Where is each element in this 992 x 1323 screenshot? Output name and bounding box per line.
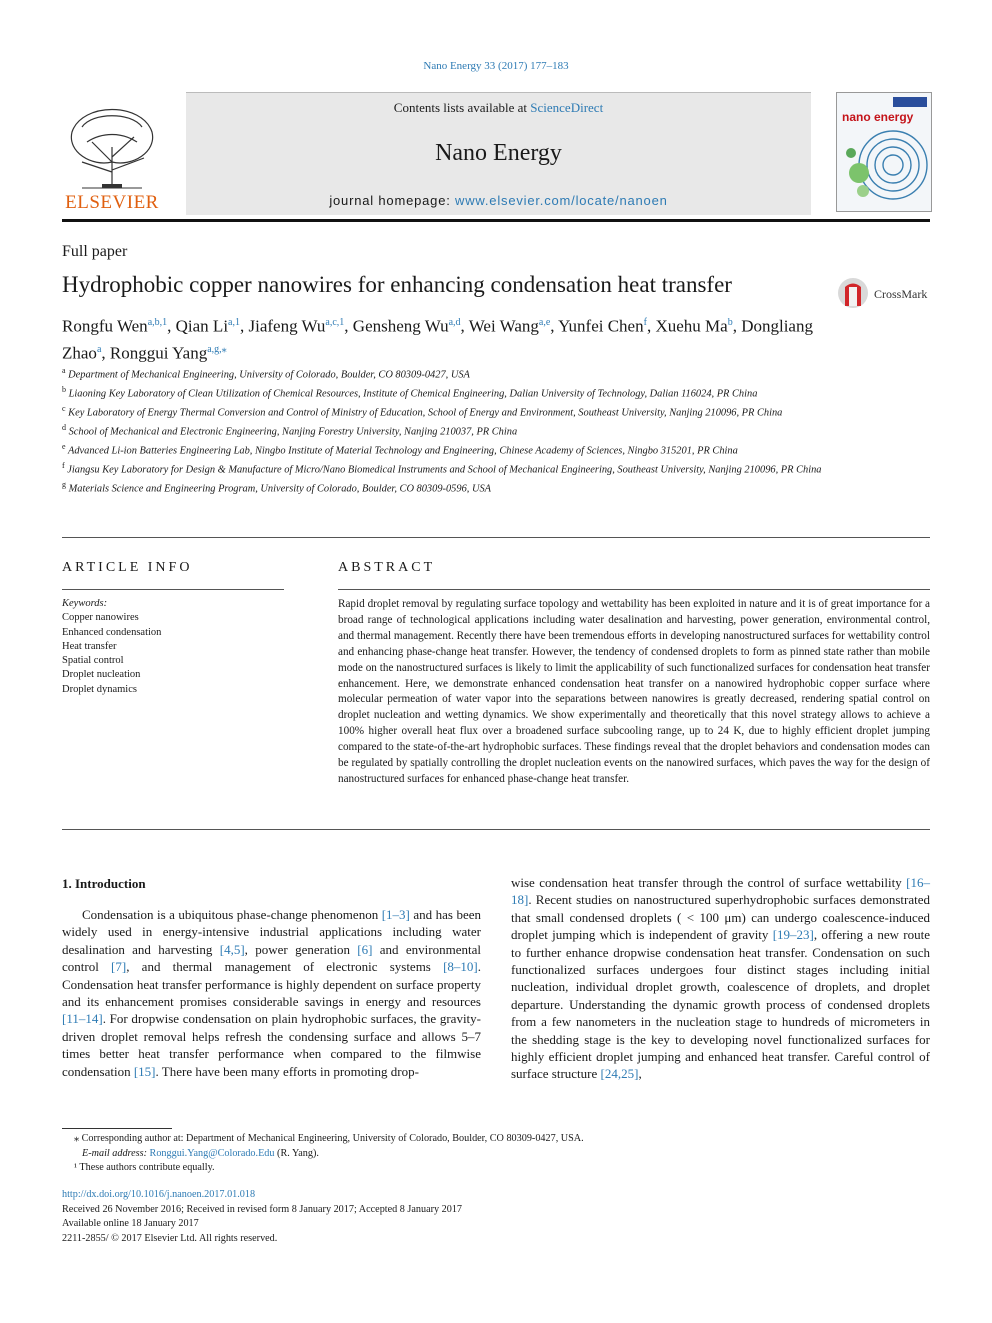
author[interactable]: Jiafeng Wu xyxy=(248,316,326,336)
journal-citation[interactable]: Nano Energy 33 (2017) 177–183 xyxy=(423,60,569,72)
author-affiliation-mark[interactable]: f xyxy=(643,317,647,328)
author[interactable]: Gensheng Wu xyxy=(352,316,449,336)
citation-link[interactable]: [4,5] xyxy=(219,941,245,957)
body-text: , offering a new route to further enhance dropwise condensation heat transfer. Condensation on such functionalized surfaces undergoes four distinct stages including initial nucleation, individual droplet growth, coalescence of droplets, and droplet departure. Understanding the dynamic growth process of condensed droplets from a few nanometers in the nucleation stage to hundreds of micrometers in the shedding stage is the key to developing novel functionalized surfaces for highly efficient droplet jumping and enhanced heat transfer. Careful control of surface structure xyxy=(511,927,930,1082)
author-list: Rongfu Wen$^{a,b,1}$, Qian Li$^{a,1}$, Jiafeng Wu$^{a,c,1}$, Gensheng Wu$^{a,d}$, Wei Wang$^{a,e}$, Yunfei Chen$^f$, Xuehu Ma$^b$, Dongliang Zhao$^a$, Ronggui Yang$^{a,g,⁎}$ xyxy=(62,316,813,363)
homepage-line xyxy=(186,193,811,208)
keyword: Copper nanowires xyxy=(62,612,139,624)
author-affiliation-mark[interactable]: a,b,1 xyxy=(147,317,168,328)
affiliation xyxy=(62,383,822,402)
author[interactable]: Rongfu Wen xyxy=(62,316,148,336)
author[interactable]: Yunfei Chen xyxy=(558,316,644,336)
email-label: E-mail address: xyxy=(82,1147,150,1159)
received-dates: Received 26 November 2016; Received in revised form 8 January 2017; Accepted 8 January 2017 xyxy=(62,1203,463,1215)
crossmark-badge[interactable] xyxy=(836,276,932,310)
journal-homepage-link[interactable]: www.elsevier.com/locate/nanoen xyxy=(455,193,668,208)
divider xyxy=(338,589,930,590)
affiliation xyxy=(62,402,822,421)
author-affiliation-mark[interactable]: a,g,⁎ xyxy=(207,343,227,355)
divider xyxy=(62,829,930,830)
citation-link[interactable]: [19–23] xyxy=(772,927,814,943)
author[interactable]: Wei Wang xyxy=(468,316,539,336)
affiliation-text: Materials Science and Engineering Program, University of Colorado, Boulder, CO 80309-0596, USA xyxy=(66,483,492,495)
contents-line xyxy=(186,100,811,116)
keywords-block xyxy=(62,597,284,697)
author-affiliation-mark[interactable]: b xyxy=(727,317,733,328)
email-note xyxy=(62,1147,930,1162)
copyright: 2211-2855/ © 2017 Elsevier Ltd. All rights reserved. xyxy=(62,1232,278,1244)
contents-prefix: Contents lists available at xyxy=(393,100,531,115)
cover-title: nano energy xyxy=(842,110,914,124)
affiliation xyxy=(62,440,822,459)
body-text: wise condensation heat transfer through the control of surface wettability xyxy=(511,875,907,890)
affiliation-text: Department of Mechanical Engineering, University of Colorado, Boulder, CO 80309-0427, USA xyxy=(65,369,470,381)
affiliation-mark: g xyxy=(62,479,66,489)
affiliation-list xyxy=(62,364,822,497)
author-affiliation-mark[interactable]: a,d xyxy=(448,317,461,328)
citation-link[interactable]: [24,25] xyxy=(600,1066,639,1082)
keyword: Heat transfer xyxy=(62,640,117,652)
divider xyxy=(62,537,930,538)
author-affiliation-mark[interactable]: a,1 xyxy=(228,317,240,328)
section-heading-introduction: 1. Introduction xyxy=(62,876,146,891)
crossmark-label: CrossMark xyxy=(874,287,928,301)
abstract-heading: ABSTRACT xyxy=(338,560,436,575)
author-affiliation-mark[interactable]: a,e xyxy=(538,317,551,328)
body-text: . For dropwise condensation on plain hydrophobic surfaces, the gravity-driven droplet removal helps refresh the condensing surface and allows 5–7 times better heat transfer performance when compared to the filmwise condensation xyxy=(62,1011,481,1079)
email-link[interactable]: Ronggui.Yang@Colorado.Edu xyxy=(149,1147,275,1159)
affiliation-mark: e xyxy=(62,441,66,451)
affiliation-text: Liaoning Key Laboratory of Clean Utilization of Chemical Resources, Institute of Chemical Engineering, Dalian University of Technology, Dalian 116024, PR China xyxy=(66,388,758,400)
citation-link[interactable]: [11–14] xyxy=(62,1011,103,1027)
affiliation-mark: b xyxy=(62,384,66,394)
citation-link[interactable]: [15] xyxy=(133,1063,156,1079)
corresponding-author-note: ⁎ Corresponding author at: Department of Mechanical Engineering, University of Colorado, Boulder, CO 80309-0427, USA. xyxy=(74,1133,584,1144)
body-text: . There have been many efforts in promoting drop- xyxy=(155,1063,419,1079)
author-affiliation-mark[interactable]: a,c,1 xyxy=(325,317,345,328)
intro-column-left xyxy=(62,906,481,1080)
citation-link[interactable]: [8–10] xyxy=(443,959,478,975)
available-date: Available online 18 January 2017 xyxy=(62,1218,199,1229)
citation-link[interactable]: [6] xyxy=(357,941,373,957)
journal-cover-image xyxy=(836,92,932,212)
affiliation xyxy=(62,478,822,497)
affiliation xyxy=(62,364,822,383)
body-text: , and thermal management of electronic systems xyxy=(126,959,444,975)
article-info-heading: ARTICLE INFO xyxy=(62,560,193,575)
footnote-rule xyxy=(62,1128,172,1129)
keyword: Spatial control xyxy=(62,655,124,667)
affiliation xyxy=(62,459,822,478)
elsevier-wordmark: ELSEVIER xyxy=(65,192,159,213)
affiliation-mark: a xyxy=(62,366,66,375)
author[interactable]: Ronggui Yang xyxy=(109,343,208,363)
body-text: Condensation is a ubiquitous phase-change phenomenon xyxy=(82,907,382,922)
publication-info xyxy=(62,1188,930,1246)
affiliation xyxy=(62,421,822,440)
divider xyxy=(62,589,284,590)
paper-title: Hydrophobic copper nanowires for enhancing condensation heat transfer xyxy=(62,272,732,297)
author-affiliation-mark[interactable]: a xyxy=(96,343,102,355)
sciencedirect-link[interactable]: ScienceDirect xyxy=(530,100,604,115)
footnotes xyxy=(62,1132,930,1176)
keyword: Droplet nucleation xyxy=(62,669,141,681)
body-text: . Condensation heat transfer performance is highly dependent on surface property and its enhancement promises considerable savings in energy and resources xyxy=(62,959,482,1010)
doi-link[interactable]: http://dx.doi.org/10.1016/j.nanoen.2017.01.018 xyxy=(62,1189,256,1200)
author[interactable]: Qian Li xyxy=(175,316,229,336)
journal-name: Nano Energy xyxy=(435,140,562,166)
keyword: Enhanced condensation xyxy=(62,626,162,638)
intro-column-right xyxy=(511,874,930,1083)
affiliation-text: Jiangsu Key Laboratory for Design & Manufacture of Micro/Nano Biomedical Instruments and School of Mechanical Engineering, Southeast University, Nanjing 210096, PR China xyxy=(64,464,822,476)
affiliation-text: School of Mechanical and Electronic Engineering, Nanjing Forestry University, Nanjing 210037, PR China xyxy=(66,426,518,438)
citation-link[interactable]: [7] xyxy=(111,959,127,975)
paper-type: Full paper xyxy=(62,243,128,260)
header-rule xyxy=(62,219,930,222)
affiliation-text: Advanced Li-ion Batteries Engineering Lab, Ningbo Institute of Material Technology and Engineering, Chinese Academy of Sciences, Ningbo 315201, PR China xyxy=(65,445,738,457)
email-suffix: (R. Yang). xyxy=(274,1147,319,1159)
keyword: Droplet dynamics xyxy=(62,683,137,695)
body-text: , power generation xyxy=(244,941,358,957)
affiliation-mark: c xyxy=(62,403,66,413)
body-text: and has been widely used in energy-intensive industrial applications including water desalination and harvesting xyxy=(62,907,481,957)
citation-link[interactable]: [1–3] xyxy=(381,907,410,922)
body-text: , xyxy=(638,1066,642,1082)
homepage-prefix: journal homepage: xyxy=(329,193,456,208)
body-text: and environmental control xyxy=(62,941,481,975)
abstract-text: Rapid droplet removal by regulating surface topology and wettability has been exploited in nature and it is of great importance for a broad range of technological applications including water desalination and harvesting, power generation, environmental control, and thermal management. Recently there have been tremendous efforts in developing nanostructured surfaces for wettability control and enhancing phase-change heat transfer. However, the tendency of condensed droplets to form as pinned state rather than mobile mode on the nanostructured surfaces is likely to limit the applicability of such functionalized surfaces for condensation heat transfer enhancement. Here, we demonstrate enhanced condensation heat transfer on a nanowired hydrophobic copper surface where molecular permeation of water vapor into the separations between nanowires is greatly decreased, rendering spatial control on droplet nucleation and wetting dynamics. We show experimentally and theoretically that this novel strategy allows to achieve a 100% higher overall heat flux over a broadened surface subcooling range, up to 24 K, due to highly efficient droplet jumping compared to the state-of-the-art hydrophobic surfaces. These findings reveal that the droplet behaviors and condensation modes can be regulated by spatially controlling the droplet nucleation events on the nanowired surfaces, which paves the way for the design of nanostructured surfaces for enhanced phase-change heat transfer. xyxy=(338,598,930,785)
affiliation-mark: d xyxy=(62,422,66,432)
author[interactable]: Dongliang Zhao xyxy=(62,316,813,363)
body-text: . Recent studies on nanostructured superhydrophobic surfaces demonstrated that small condensed droplets ( < 100 μm) can undergo coalescence-induced droplet jumping which is independent of gravity xyxy=(511,892,930,943)
author[interactable]: Xuehu Ma xyxy=(655,316,728,336)
equal-contribution-note: ¹ These authors contribute equally. xyxy=(74,1162,215,1173)
citation-link[interactable]: [16–18] xyxy=(511,875,930,908)
keywords-title: Keywords: xyxy=(62,598,108,609)
affiliation-mark: f xyxy=(62,460,65,470)
affiliation-text: Key Laboratory of Energy Thermal Conversion and Control of Ministry of Education, School of Energy and Environment, Southeast University, Nanjing 210096, PR China xyxy=(65,407,783,419)
